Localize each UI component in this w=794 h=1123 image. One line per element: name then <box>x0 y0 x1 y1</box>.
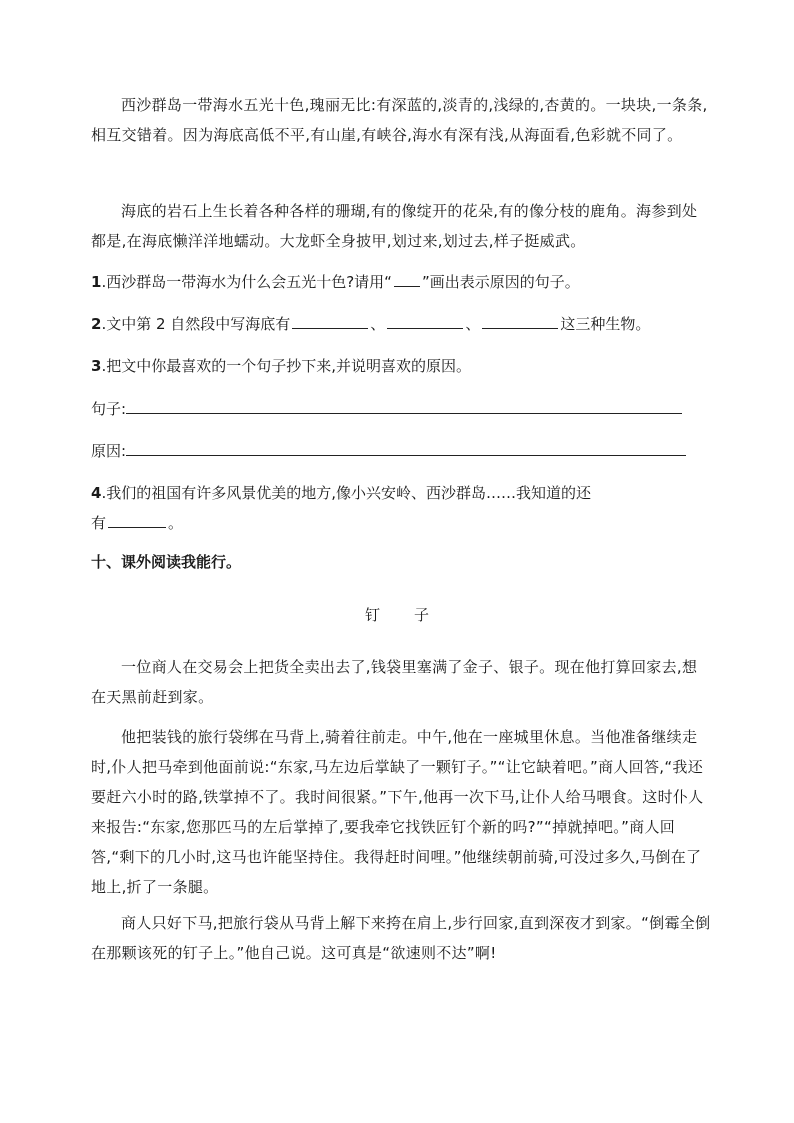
question-4 <box>91 478 711 538</box>
story-title: 钉子 <box>364 606 463 624</box>
passage1-paragraph-1: 西沙群岛一带海水五光十色,瑰丽无比:有深蓝的,淡青的,浅绿的,杏黄的。一块块,一条条,相互交错着。因为海底高低不平,有山崖,有峡谷,海水有深有浅,从海面看,色彩就不同了。 <box>91 96 708 144</box>
story-paragraph-1: 一位商人在交易会上把货全卖出去了,钱袋里塞满了金子、银子。现在他打算回家去,想在天黑前赶到家。 <box>91 658 698 706</box>
passage1-paragraph-2: 海底的岩石上生长着各种各样的珊瑚,有的像绽开的花朵,有的像分枝的鹿角。海参到处都是,在海底懒洋洋地蠕动。大龙虾全身披甲,划过来,划过去,样子挺威武。 <box>91 202 698 250</box>
question-number: 2 <box>91 315 102 333</box>
answer-blank-3[interactable] <box>482 314 558 329</box>
question-2 <box>91 309 711 339</box>
answer-blank-2[interactable] <box>387 314 463 329</box>
story-paragraph-2: 他把装钱的旅行袋绑在马背上,骑着往前走。中午,他在一座城里休息。当他准备继续走时,仆人把马牵到他面前说:“东家,马左边后掌缺了一颗钉子。”“让它缺着吧。”商人回答,“我还要赶六小时的路,铁掌掉不了。我时间很紧。”下午,他再一次下马,让仆人给马喂食。这时仆人来报告:“东家,您那匹马的左后掌掉了,要我牵它找铁匠钉个新的吗?”“掉就掉吧。”商人回答,“剩下的几小时,这马也许能坚持住。我得赶时间哩。”他继续朝前骑,可没过多久,马倒在了地上,折了一条腿。 <box>91 728 704 896</box>
sentence-label: 句子: <box>91 400 127 418</box>
reason-label: 原因: <box>91 442 127 460</box>
question-number: 3 <box>91 357 102 375</box>
question-text: .文中第 2 自然段中写海底有 <box>101 315 291 333</box>
sentence-answer-line[interactable] <box>126 397 682 414</box>
answer-blank-4[interactable] <box>108 513 166 528</box>
question-text: .西沙群岛一带海水为什么会五光十色?请用“ <box>101 273 392 291</box>
question-3 <box>91 351 711 381</box>
reason-answer-row <box>91 436 686 466</box>
question-text: .把文中你最喜欢的一个句子抄下来,并说明喜欢的原因。 <box>101 357 471 375</box>
question-number: 4 <box>91 484 102 502</box>
separator: 、 <box>370 315 386 333</box>
question-text: ”画出表示原因的句子。 <box>421 273 580 291</box>
separator: 、 <box>465 315 481 333</box>
question-text: 。 <box>168 514 184 532</box>
story-paragraph-3: 商人只好下马,把旅行袋从马背上解下来挎在肩上,步行回家,直到深夜才到家。“倒霉全倒在那颗该死的钉子上。”他自己说。这可真是“欲速则不达”啊! <box>91 914 711 962</box>
question-number: 1 <box>91 273 102 291</box>
question-text: 这三种生物。 <box>560 315 651 333</box>
underline-sample <box>394 272 420 287</box>
question-text: .我们的祖国有许多风景优美的地方,像小兴安岭、西沙群岛……我知道的还 <box>101 484 591 502</box>
reason-answer-line[interactable] <box>126 439 686 456</box>
section-heading: 十、课外阅读我能行。 <box>91 553 242 571</box>
answer-blank-1[interactable] <box>292 314 368 329</box>
question-1 <box>91 267 711 297</box>
sentence-answer-row <box>91 394 682 424</box>
question-text: 有 <box>91 514 107 532</box>
